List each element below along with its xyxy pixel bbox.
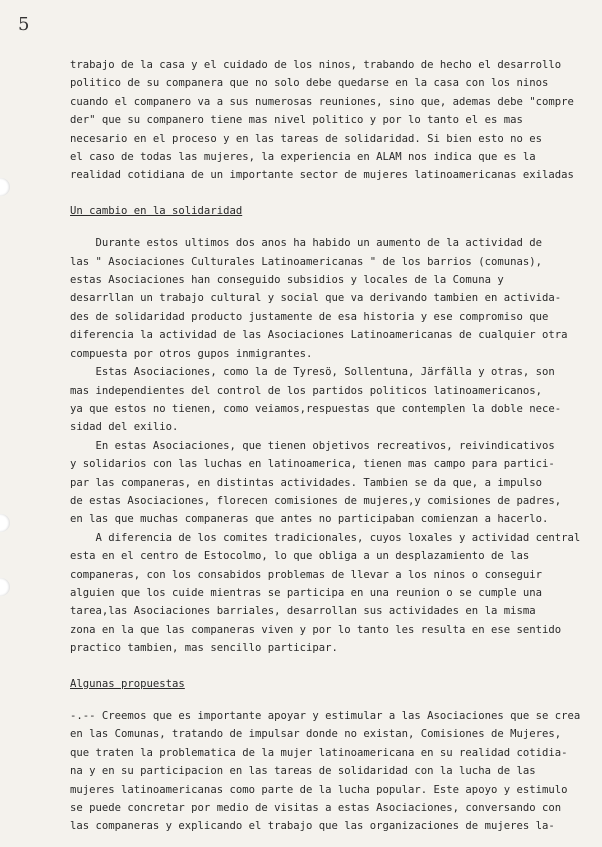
text-line: esta en el centro de Estocolmo, lo que obliga a un desplazamiento de las bbox=[70, 550, 530, 563]
text-line: Estas Asociaciones, como la de Tyresö, Sollentuna, Järfälla y otras, son bbox=[70, 366, 555, 379]
text-line: Durante estos ultimos dos anos ha habido un aumento de la actividad de bbox=[70, 237, 542, 250]
paragraph-independencia bbox=[70, 363, 570, 437]
text-line: trabajo de la casa y el cuidado de los ninos, trabando de hecho el desarrollo bbox=[70, 59, 562, 71]
text-line: el caso de todas las mujeres, la experiencia en ALAM nos indica que es la bbox=[70, 151, 536, 164]
text-line: practico tambien, mas sencillo participar. bbox=[70, 642, 338, 655]
text-line: que traten la problematica de la mujer latinoamericana en su realidad cotidia- bbox=[70, 746, 568, 759]
text-line: mas independientes del control de los partidos politicos latinoamericanos, bbox=[70, 384, 542, 397]
section-heading-solidaridad: Un cambio en la solidaridad bbox=[70, 204, 243, 217]
text-line: en las Comunas, tratando de impulsar donde no existan, Comisiones de Mujeres, bbox=[70, 728, 562, 741]
text-line: ya que estos no tienen, como veiamos,respuestas que contemplen la doble nece- bbox=[70, 402, 562, 415]
text-line: de estas Asociaciones, florecen comisiones de mujeres,y comisiones de padres, bbox=[70, 494, 562, 507]
text-line: tarea,las Asociaciones barriales, desarrollan sus actividades en la misma bbox=[70, 605, 536, 618]
text-line: necesario en el proceso y en las tareas de solidaridad. Si bien esto no es bbox=[70, 132, 542, 145]
text-line: A diferencia de los comites tradicionales, cuyos loxales y actividad central bbox=[70, 531, 581, 544]
text-line: par las companeras, en distintas actividades. Tambien se da que, a impulso bbox=[70, 476, 542, 489]
intro-paragraph bbox=[70, 56, 574, 185]
text-line: alguien que los cuide mientras se participa en una reunion o se cumple una bbox=[70, 586, 542, 599]
text-line: diferencia la actividad de las Asociaciones Latinoamericanas de cualquier otra bbox=[70, 329, 568, 342]
paragraph-asociaciones bbox=[70, 234, 570, 363]
section-heading-propuestas: Algunas propuestas bbox=[70, 677, 185, 690]
text-line: politico de su companera que no solo debe quedarse en la casa con los ninos bbox=[70, 77, 549, 90]
punch-hole-middle bbox=[0, 514, 10, 532]
page-number: 5 bbox=[18, 14, 30, 35]
text-line: compuesta por otros gupos inmigrantes. bbox=[70, 347, 313, 360]
text-line: En estas Asociaciones, que tienen objetivos recreativos, reivindicativos bbox=[70, 439, 555, 452]
text-line: las " Asociaciones Culturales Latinoamericanas " de los barrios (comunas), bbox=[70, 255, 542, 268]
document-body bbox=[70, 56, 581, 836]
text-line: se puede concretar por medio de visitas a estas Asociaciones, conversando con bbox=[70, 802, 562, 815]
text-line: y solidarios con las luchas en latinoamerica, tienen mas campo para partici- bbox=[70, 458, 555, 471]
punch-hole-bottom bbox=[0, 578, 10, 596]
text-line: las companeras y explicando el trabajo que las organizaciones de mujeres la- bbox=[70, 820, 555, 833]
text-line: companeras, con los consabidos problemas de llevar a los ninos o conseguir bbox=[70, 568, 542, 581]
paragraph-propuestas bbox=[70, 707, 581, 836]
text-line: -.-- Creemos que es importante apoyar y estimular a las Asociaciones que se crea bbox=[70, 710, 581, 722]
text-line: der" que su companero tiene mas nivel politico y por lo tanto el es mas bbox=[70, 114, 523, 127]
text-line: mujeres latinoamericanas como parte de la lucha popular. Este apoyo y estimulo bbox=[70, 783, 568, 796]
text-line: en las que muchas companeras que antes no participaban comienzan a hacerlo. bbox=[70, 513, 549, 526]
text-line: estas Asociaciones han conseguido subsidios y locales de la Comuna y bbox=[70, 274, 504, 287]
punch-hole-top bbox=[0, 178, 10, 196]
text-line: cuando el companero va a sus numerosas reuniones, sino que, ademas debe "compre bbox=[70, 95, 574, 108]
text-line: des de solidaridad producto justamente de esa historia y ese compromiso que bbox=[70, 310, 549, 323]
paragraph-comites bbox=[70, 529, 581, 658]
text-line: na y en su participacion en las tareas de solidaridad con la lucha de las bbox=[70, 765, 536, 778]
paragraph-objetivos bbox=[70, 437, 570, 529]
text-line: zona en la que las companeras viven y por lo tanto les resulta en ese sentido bbox=[70, 623, 562, 636]
text-line: sidad del exilio. bbox=[70, 421, 179, 434]
text-line: realidad cotidiana de un importante sector de mujeres latinoamericanas exiladas bbox=[70, 169, 574, 182]
text-line: desarrllan un trabajo cultural y social que va derivando tambien en activida- bbox=[70, 292, 562, 305]
